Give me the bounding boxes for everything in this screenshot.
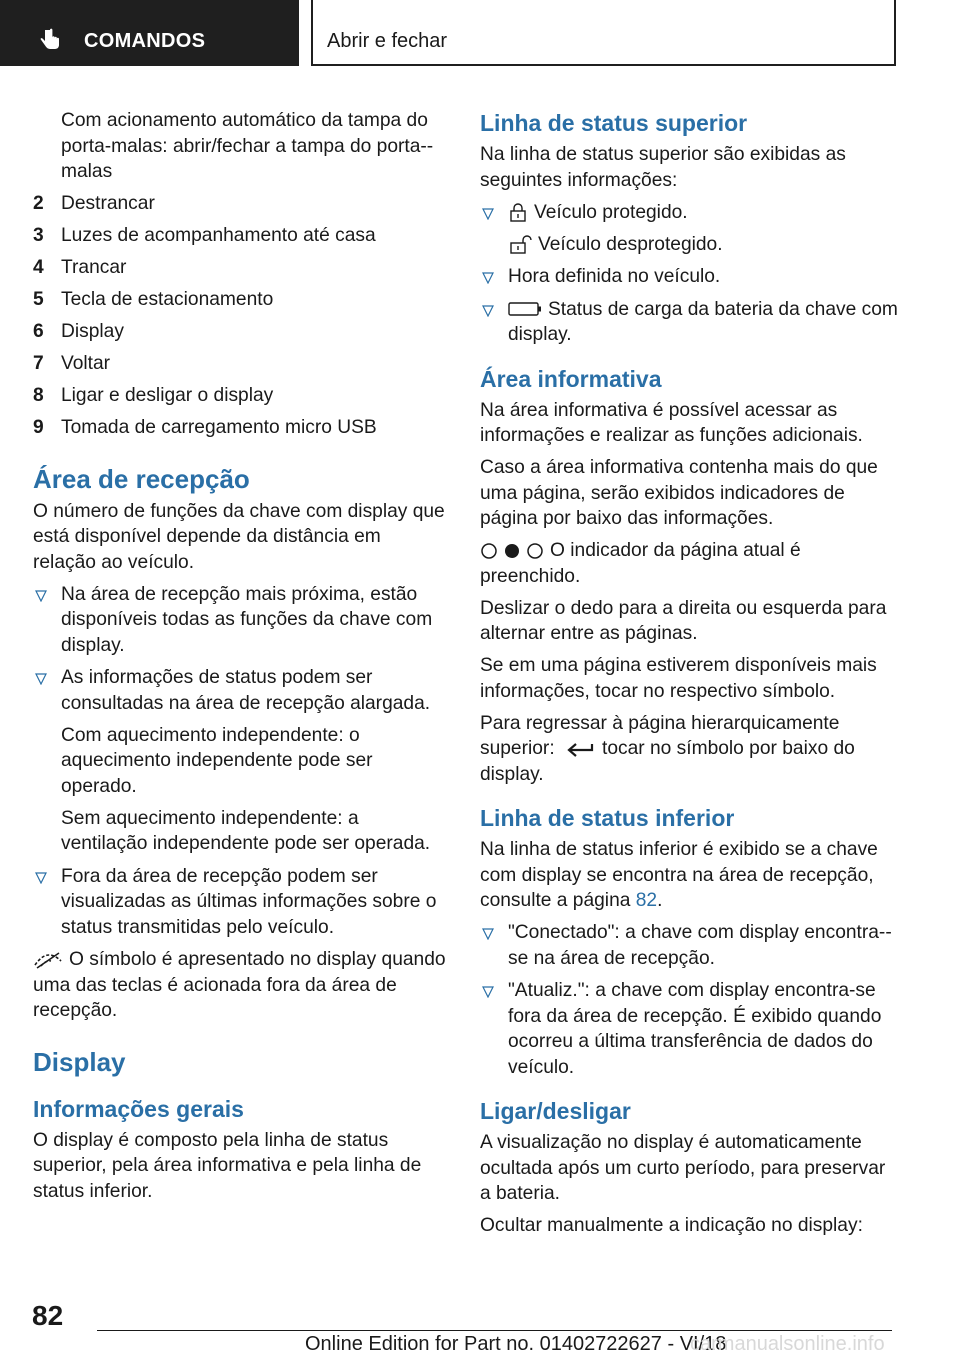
- general-info-heading: Informações gerais: [33, 1095, 244, 1122]
- item-text: Tecla de estacionamento: [61, 289, 274, 310]
- bullet-text: "Atualiz.": a chave com display encontra-se fora da área de recepção. É exibido quando ocorreu a última transferência de dados do veículo.: [508, 980, 882, 1078]
- hand-pointer-icon: [38, 27, 64, 53]
- list-item: [33, 383, 448, 409]
- list-item: [33, 864, 448, 941]
- item-number: 9: [33, 417, 44, 438]
- lock-closed-icon: [508, 202, 528, 222]
- onoff-heading: Ligar/desligar: [480, 1098, 631, 1124]
- bullet-text: As informações de status podem ser consultadas na área de recepção alargada.: [61, 667, 431, 714]
- item-text: Destrancar: [61, 193, 155, 214]
- item-text: Voltar: [61, 353, 111, 374]
- lower-status-text-before: Na linha de status inferior é exibido se a chave com display se encontra na área de recepção, consulte a página: [480, 839, 878, 911]
- reception-heading: Área de recepção: [33, 463, 250, 494]
- lower-status-text-after: .: [657, 890, 663, 911]
- list-item: [33, 191, 448, 217]
- watermark: carmanualsonline.info: [690, 1333, 885, 1355]
- general-info-text: O display é composto pela linha de status superior, pela área informativa e pela linha de status inferior.: [33, 1129, 422, 1202]
- lock-open-icon: [508, 234, 532, 254]
- list-item: [480, 264, 900, 290]
- triangle-bullet-icon: [35, 590, 47, 602]
- triangle-bullet-icon: [482, 272, 494, 284]
- item-text: Ligar e desligar o display: [61, 385, 274, 406]
- item-number: 8: [33, 385, 44, 406]
- symbol-note-text: O símbolo é apresentado no display quando uma das teclas é acionada fora da área de recepção.: [33, 949, 446, 1021]
- list-item: [33, 351, 448, 377]
- item-number: 3: [33, 225, 44, 246]
- page-number: 82: [32, 1300, 64, 1331]
- triangle-bullet-icon: [482, 986, 494, 998]
- info-area-text: Na área informativa é possível acessar as informações e realizar as funções adicionais.: [480, 399, 863, 446]
- triangle-bullet-icon: [482, 208, 494, 220]
- list-item: [33, 415, 448, 441]
- list-item: [33, 582, 448, 659]
- onoff-text: A visualização no display é automaticamente ocultada após um curto período, para preservar a bateria.: [480, 1132, 886, 1204]
- lower-status-bullets: [480, 920, 900, 1080]
- item-text: Tomada de carregamento micro USB: [61, 417, 377, 438]
- page-indicator-icon: [480, 542, 544, 560]
- back-text-before: Para regressar à página hierarquicamente superior:: [480, 712, 840, 759]
- upper-status-intro: Na linha de status superior são exibidas as seguintes informações:: [480, 144, 846, 191]
- reception-intro: O número de funções da chave com display que está disponível depende da distância em relação ao veículo.: [33, 500, 445, 573]
- onoff-text: Ocultar manualmente a indicação no display:: [480, 1215, 863, 1236]
- page-link[interactable]: 82: [635, 890, 658, 911]
- lower-status-heading: Linha de status inferior: [480, 805, 735, 831]
- list-item: [33, 665, 448, 857]
- bullet-text: [508, 297, 900, 348]
- section-tab: [0, 0, 299, 66]
- triangle-bullet-icon: [35, 673, 47, 685]
- vehicle-protected-text: Veículo protegido.: [534, 201, 688, 223]
- bullet-text: Fora da área de recepção podem ser visualizadas as últimas informações sobre o status transmitidas pelo veículo.: [61, 865, 437, 938]
- page-indicator-text: O indicador da página atual é preenchido.: [480, 540, 801, 587]
- display-heading: Display: [33, 1046, 126, 1077]
- footer-divider: [97, 1330, 892, 1331]
- list-item: [480, 920, 900, 971]
- symbol-note: [33, 947, 448, 1024]
- edition-text: Online Edition for Part no. 01402722627 - VI/18: [305, 1333, 727, 1355]
- no-signal-icon: [33, 951, 63, 969]
- list-item: [480, 200, 900, 258]
- right-column: [480, 108, 900, 1245]
- battery-status-text: Status de carga da bateria da chave com display.: [508, 298, 898, 345]
- list-item: [480, 297, 900, 348]
- bullet-text: Hora definida no veículo.: [508, 266, 721, 287]
- info-area-heading: Área informativa: [480, 365, 662, 392]
- reception-bullets: [33, 582, 448, 941]
- more-info-text: Se em uma página estiverem disponíveis mais informações, tocar no respectivo símbolo.: [480, 655, 877, 702]
- bullet-text: "Conectado": a chave com display encontra--se na área de recepção.: [508, 922, 892, 969]
- item-number: 6: [33, 321, 44, 342]
- upper-status-heading: Linha de status superior: [480, 110, 748, 136]
- chapter-header: [311, 0, 896, 66]
- item-text: Display: [61, 321, 124, 342]
- lower-status-text: [480, 837, 900, 914]
- triangle-bullet-icon: [482, 305, 494, 317]
- list-item: [480, 978, 900, 1080]
- bullet-text: [508, 200, 900, 226]
- chapter-title: Abrir e fechar: [327, 30, 448, 52]
- upper-status-bullets: [480, 200, 900, 348]
- back-text-after: tocar no símbolo por baixo do display.: [480, 738, 855, 785]
- numbered-list: [33, 191, 448, 441]
- info-area-text: Caso a área informativa contenha mais do que uma página, serão exibidos indicadores de página por baixo das informações.: [480, 457, 878, 529]
- bullet-subtext: Sem aquecimento independente: a ventilação independente pode ser operada.: [61, 807, 431, 854]
- item-text: Trancar: [61, 257, 127, 278]
- item-number: 2: [33, 193, 44, 214]
- back-note: [480, 711, 900, 788]
- battery-icon: [508, 302, 542, 316]
- left-column: [33, 108, 448, 1211]
- item-text: Luzes de acompanhamento até casa: [61, 225, 376, 246]
- section-tab-label: COMANDOS: [84, 30, 206, 52]
- intro-continuation: Com acionamento automático da tampa do porta-malas: abrir/fechar a tampa do porta--malas: [61, 110, 434, 182]
- list-item: [33, 223, 448, 249]
- vehicle-unprotected-text: Veículo desprotegido.: [538, 233, 723, 255]
- list-item: [33, 255, 448, 281]
- bullet-subtext: Com aquecimento independente: o aquecimento independente pode ser operado.: [61, 724, 373, 797]
- list-item: [33, 287, 448, 313]
- list-item: [33, 319, 448, 345]
- item-number: 4: [33, 257, 44, 278]
- bullet-subtext: [508, 232, 900, 258]
- swipe-text: Deslizar o dedo para a direita ou esquerda para alternar entre as páginas.: [480, 597, 887, 644]
- bullet-text: Na área de recepção mais próxima, estão disponíveis todas as funções da chave com display.: [61, 583, 433, 656]
- back-arrow-icon: [566, 740, 596, 758]
- triangle-bullet-icon: [35, 872, 47, 884]
- item-number: 5: [33, 289, 44, 310]
- item-number: 7: [33, 353, 44, 374]
- page-indicator-note: [480, 538, 900, 589]
- triangle-bullet-icon: [482, 928, 494, 940]
